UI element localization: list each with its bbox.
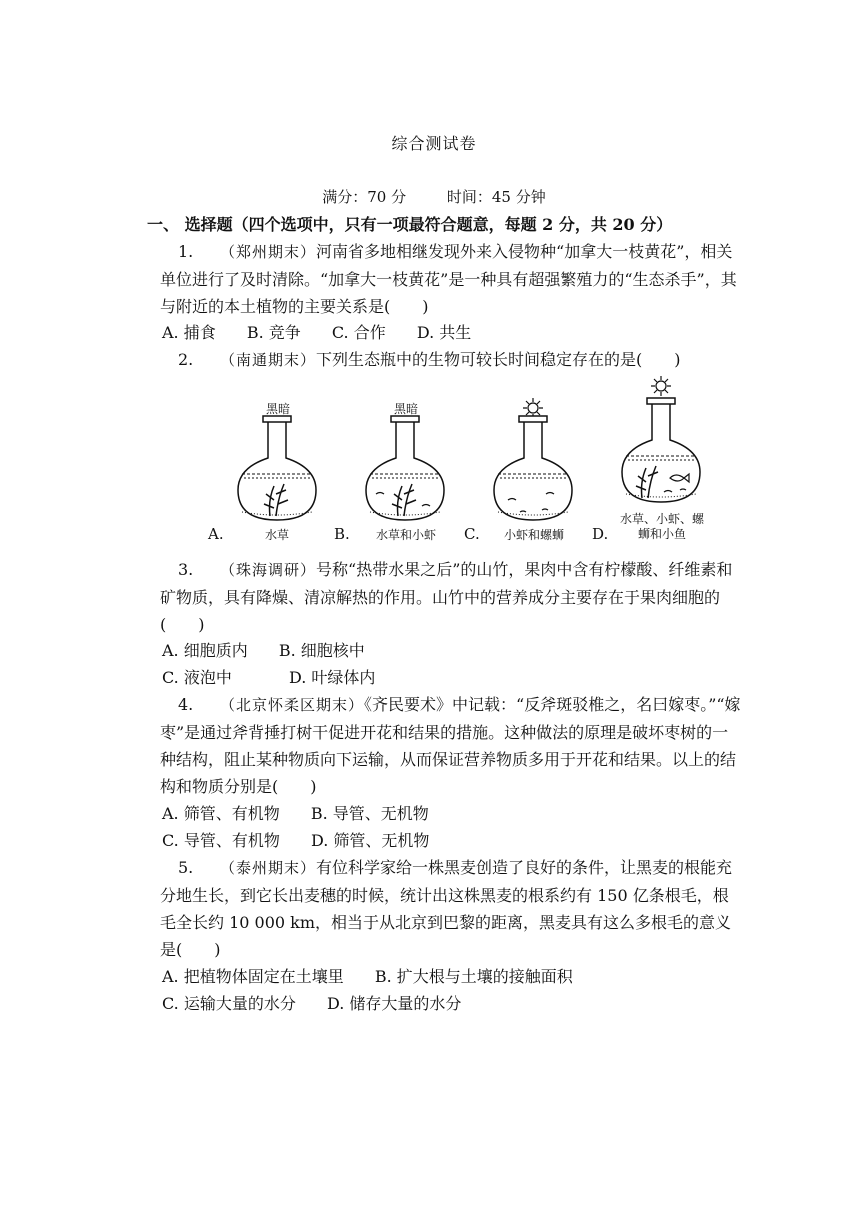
option-c[interactable]: C. 合作: [331, 323, 386, 342]
question-5: [160, 854, 742, 963]
question-4-options-row2: [162, 827, 455, 854]
option-d[interactable]: D. 储存大量的水分: [326, 994, 462, 1013]
question-3: [160, 556, 742, 638]
option-d[interactable]: D. 叶绿体内: [288, 668, 376, 687]
option-d[interactable]: D. 筛管、无机物: [310, 831, 430, 850]
flask-letter: A.: [208, 525, 224, 543]
flask-letter: B.: [334, 525, 350, 543]
question-5-options-row1: [162, 963, 599, 990]
option-b[interactable]: B. 扩大根与土壤的接触面积: [374, 967, 573, 986]
full-score: 满分：70 分: [322, 188, 407, 206]
flask-top-label: 黑暗: [393, 402, 418, 416]
question-source: （郑州期末）: [220, 243, 317, 261]
option-a[interactable]: A. 细胞质内: [162, 641, 248, 660]
question-3-options-row2: [162, 664, 401, 691]
question-4-options-row1: [162, 800, 455, 827]
question-1-options: [162, 319, 497, 346]
question-1: [160, 238, 742, 320]
flask-a-drawing: [230, 390, 340, 540]
option-a[interactable]: A. 捕食: [162, 323, 216, 342]
question-4: [160, 691, 742, 800]
option-b[interactable]: B. 竞争: [246, 323, 301, 342]
question-number: 1.: [178, 242, 194, 261]
question-number: 3.: [178, 560, 194, 579]
option-d[interactable]: D. 共生: [416, 323, 472, 342]
section-heading: 一、 选择题（四个选项中，只有一项最符合题意，每题 2 分，共 20 分）: [147, 215, 673, 234]
question-source: （珠海调研）: [220, 561, 317, 579]
flask-top-label: 黑暗: [265, 402, 290, 416]
question-number: 5.: [178, 858, 194, 877]
flask-c[interactable]: [464, 380, 596, 545]
flask-bottom-label: 水草和小虾: [375, 528, 436, 542]
flask-letter: C.: [464, 525, 480, 543]
question-text: 有位科学家给一株黑麦创造了良好的条件，让黑麦的根能充分地生长，到它长出麦穗的时候，统计出这株黑麦的根系约有 150 亿条根毛，根毛全长约 10 000 km，相当于从北京到巴黎的距离，黑麦具有这么多根毛的意义是( ): [160, 858, 733, 959]
question-text: 下列生态瓶中的生物可较长时间稳定存在的是( ): [316, 350, 681, 369]
flask-bottom-label: 水草、小虾、螺蛳和小鱼: [619, 512, 704, 541]
option-b[interactable]: B. 导管、无机物: [310, 804, 429, 823]
flask-bottom-label: 小虾和螺蛳: [503, 528, 564, 542]
question-text: 号称“热带水果之后”的山竹，果肉中含有柠檬酸、纤维素和矿物质，具有降燥、清凉解热的作用。山竹中的营养成分主要存在于果肉细胞的( ): [160, 560, 733, 634]
question-number: 2.: [178, 350, 194, 369]
option-c[interactable]: C. 运输大量的水分: [162, 994, 296, 1013]
question-source: （北京怀柔区期末）: [220, 696, 365, 714]
option-c[interactable]: C. 液泡中: [162, 668, 232, 687]
question-source: （泰州期末）: [220, 859, 317, 877]
page-title: 综合测试卷: [391, 134, 477, 153]
question-3-options-row1: [162, 637, 391, 664]
exam-meta: [0, 186, 868, 207]
flask-d[interactable]: [592, 380, 724, 545]
flask-bottom-label: 水草: [264, 528, 289, 542]
flask-b-drawing: [358, 390, 468, 540]
sun-icon: [651, 376, 671, 396]
flask-a[interactable]: [208, 380, 340, 545]
time-limit: 时间：45 分钟: [446, 188, 546, 206]
flask-b[interactable]: [334, 380, 468, 545]
sun-icon: [523, 398, 543, 418]
question-text: 《齐民要术》中记载：“反斧斑驳椎之，名曰嫁枣。”“嫁枣”是通过斧背捶打树干促进开花和结果的措施。这种做法的原理是破坏枣树的一种结构，阻止某种物质向下运输，从而保证营养物质多用于开花和结果。以上的结构和物质分别是( ): [160, 695, 741, 796]
ecobottle-figure: [200, 380, 720, 550]
question-source: （南通期末）: [220, 351, 317, 369]
question-number: 4.: [178, 695, 194, 714]
flask-c-drawing: [486, 380, 596, 545]
flask-letter: D.: [592, 525, 609, 543]
option-a[interactable]: A. 筛管、有机物: [162, 804, 280, 823]
option-b[interactable]: B. 细胞核中: [278, 641, 365, 660]
question-2: [160, 346, 742, 374]
option-c[interactable]: C. 导管、有机物: [162, 831, 280, 850]
question-5-options-row2: [162, 990, 487, 1017]
option-a[interactable]: A. 把植物体固定在土壤里: [162, 967, 344, 986]
question-text: 河南省多地相继发现外来入侵物种“加拿大一枝黄花”，相关单位进行了及时清除。“加拿大一枝黄花”是一种具有超强繁殖力的“生态杀手”，其与附近的本土植物的主要关系是( ): [160, 242, 737, 316]
